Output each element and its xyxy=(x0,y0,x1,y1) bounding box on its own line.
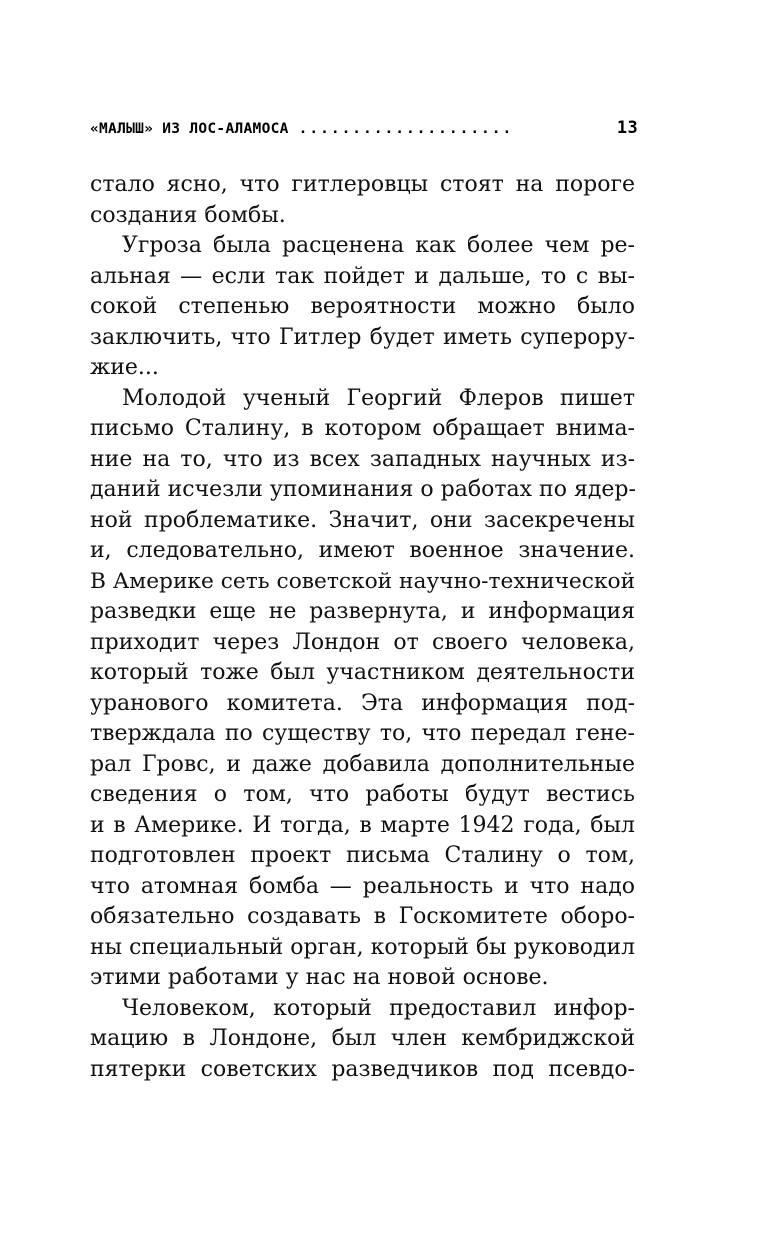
text-line: даний исчезли упоминания о работах по ядер- xyxy=(90,477,636,502)
running-header xyxy=(90,118,638,142)
paragraph xyxy=(90,170,635,231)
text-line: стало ясно, что гитлеровцы стоят на пороге xyxy=(90,172,635,197)
page-number: 13 xyxy=(616,118,638,138)
text-line: сведения о том, что работы будут вестись xyxy=(90,782,635,807)
text-line: ной проблематике. Значит, они засекречены xyxy=(90,507,635,533)
text-line: создания бомбы. xyxy=(90,202,286,228)
text-line: ние на то, что из всех западных научных из- xyxy=(90,446,635,472)
text-line: рал Гровс, и даже добавила дополнительные xyxy=(90,751,635,777)
text-line: разведки еще не развернута, и информация xyxy=(90,599,635,624)
text-line: подготовлен проект письма Сталину о том, xyxy=(90,843,635,868)
text-line: тверждала по существу то, что передал гене- xyxy=(90,721,635,746)
text-line: ны специальный орган, который бы руководил xyxy=(90,934,635,960)
text-line: уранового комитета. Эта информация под- xyxy=(90,690,635,716)
paragraph xyxy=(90,384,635,994)
text-line: приходит через Лондон от своего человека, xyxy=(90,629,635,655)
text-line: пятерки советских разведчиков под псевдо- xyxy=(90,1056,635,1082)
text-line: жие... xyxy=(90,355,159,380)
running-title: «МАЛЫШ» ИЗ ЛОС-АЛАМОСА xyxy=(90,121,289,137)
text-line: письмо Сталину, в котором обращает внима- xyxy=(90,416,635,441)
text-line: В Америке сеть советской научно-технической xyxy=(90,568,636,594)
text-line: и, следовательно, имеют военное значение. xyxy=(90,538,635,563)
text-line: Угроза была расценена как более чем ре- xyxy=(122,233,635,258)
text-line: заключить, что Гитлер будет иметь суперору- xyxy=(90,324,635,350)
text-line: Человеком, который предоставил инфор- xyxy=(122,995,635,1021)
text-line: сокой степенью вероятности можно было xyxy=(90,294,635,319)
text-line: обязательно создавать в Госкомитете оборо- xyxy=(90,904,635,929)
text-line: этими работами у нас на новой основе. xyxy=(90,965,549,990)
dot-leader: .................... xyxy=(298,121,514,137)
paragraph xyxy=(90,994,635,1086)
text-line: Молодой ученый Георгий Флеров пишет xyxy=(122,385,635,411)
body-text xyxy=(90,170,635,1085)
text-line: и в Америке. И тогда, в марте 1942 года, был xyxy=(90,812,635,838)
text-line: что атомная бомба — реальность и что надо xyxy=(90,873,635,899)
paragraph xyxy=(90,231,635,384)
text-line: мацию в Лондоне, был член кембриджской xyxy=(90,1026,635,1051)
text-line: который тоже был участником деятельности xyxy=(90,660,635,685)
text-line: альная — если так пойдет и дальше, то с вы- xyxy=(90,263,635,289)
